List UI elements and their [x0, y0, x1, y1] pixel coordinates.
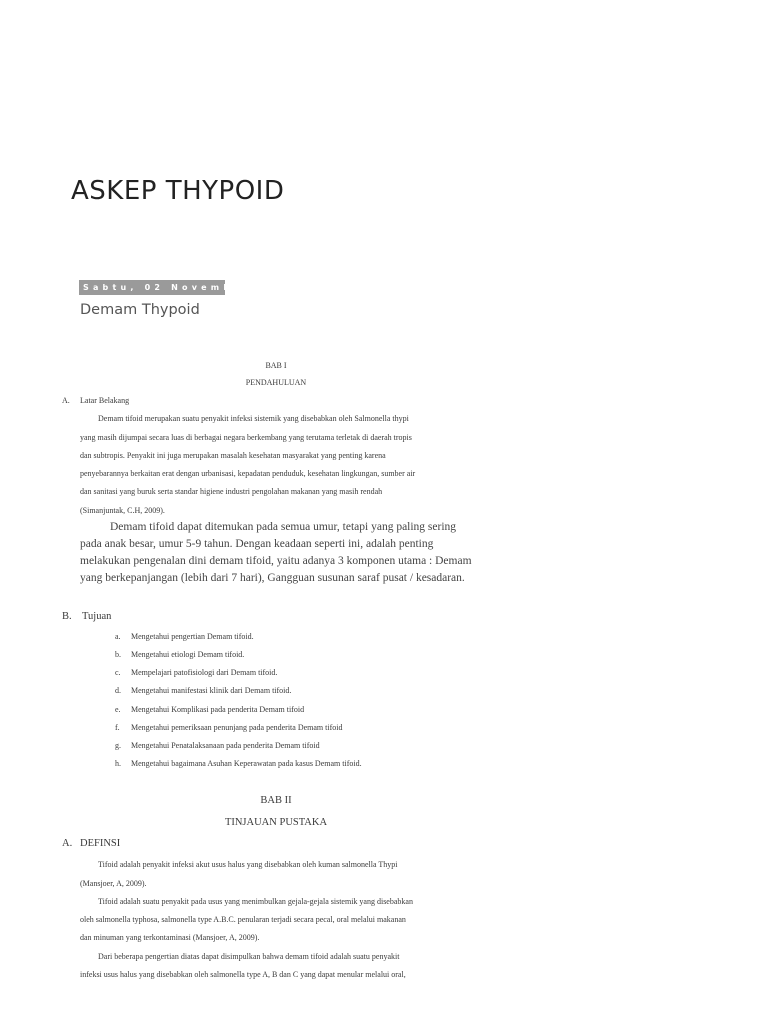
list-text: Mempelajari patofisiologi dari Demam tifoid.	[131, 668, 278, 677]
list-item	[115, 632, 254, 641]
paragraph-line: oleh salmonella typhosa, salmonella type A.B.C. penularan terjadi secara pecal, oral melalui makanan	[80, 915, 406, 924]
list-marker: c.	[115, 668, 121, 677]
post-date: Sabtu, 02 November 2013	[83, 283, 298, 292]
list-item	[115, 759, 362, 768]
section-marker: B.	[62, 611, 72, 622]
list-item	[115, 668, 277, 677]
paragraph-line: Tifoid adalah penyakit infeksi akut usus halus yang disebabkan oleh kuman salmonella Thypi	[98, 860, 398, 869]
paragraph-line: (Simanjuntak, C.H, 2009).	[80, 506, 165, 515]
list-item	[115, 686, 291, 695]
post-date-header	[79, 280, 298, 295]
paragraph-line: melakukan pengenalan dini demam tifoid, yaitu adanya 3 komponen utama : Demam	[80, 555, 472, 567]
list-text: Mengetahui Penatalaksanaan pada penderita Demam tifoid	[131, 741, 320, 750]
paragraph-line: dan sanitasi yang buruk serta standar higiene industri pengolahan makanan yang masih rendah	[80, 487, 383, 496]
paragraph-line: Demam tifoid dapat ditemukan pada semua umur, tetapi yang paling sering	[110, 521, 457, 533]
paragraph-line: penyebarannya berkaitan erat dengan urbanisasi, kepadatan penduduk, kesehatan lingkungan, sumber air	[80, 469, 416, 478]
list-marker: e.	[115, 705, 121, 714]
list-text: Mengetahui pemeriksaan penunjang pada penderita Demam tifoid	[131, 723, 343, 732]
section-heading: Tujuan	[82, 611, 112, 622]
section-heading: DEFINSI	[80, 838, 121, 849]
chapter-title: PENDAHULUAN	[245, 378, 307, 387]
list-item	[115, 723, 342, 732]
paragraph-line: dan subtropis. Penyakit ini juga merupakan masalah kesehatan masyarakat yang penting karena	[80, 451, 386, 460]
section-marker: A.	[62, 396, 70, 405]
section-marker: A.	[62, 838, 73, 849]
list-text: Mengetahui manifestasi klinik dari Demam tifoid.	[131, 686, 292, 695]
list-marker: d.	[115, 686, 121, 695]
chapter-heading: BAB I	[265, 361, 287, 370]
list-text: Mengetahui pengertian Demam tifoid.	[131, 632, 254, 641]
blog-title[interactable]: ASKEP THYPOID	[71, 176, 285, 206]
post-title[interactable]: Demam Thypoid	[80, 302, 200, 318]
paragraph-line: Demam tifoid merupakan suatu penyakit infeksi sistemik yang disebabkan oleh Salmonella thypi	[98, 414, 409, 423]
list-marker: h.	[115, 759, 121, 768]
list-marker: g.	[115, 741, 121, 750]
chapter-heading: BAB II	[260, 795, 292, 806]
paragraph-line: yang berkepanjangan (lebih dari 7 hari), Gangguan susunan saraf pusat / kesadaran.	[80, 572, 465, 584]
list-item	[115, 650, 244, 659]
list-text: Mengetahui bagaimana Asuhan Keperawatan pada kasus Demam tifoid.	[131, 759, 362, 768]
paragraph-line: (Mansjoer, A, 2009).	[80, 879, 147, 888]
list-text: Mengetahui Komplikasi pada penderita Demam tifoid	[131, 705, 305, 714]
paragraph-line: pada anak besar, umur 5-9 tahun. Dengan keadaan seperti ini, adalah penting	[80, 538, 434, 550]
paragraph-line: yang masih dijumpai secara luas di berbagai negara berkembang yang terutama terletak di daerah tropis	[80, 433, 412, 442]
list-text: Mengetahui etiologi Demam tifoid.	[131, 650, 245, 659]
paragraph-line: Tifoid adalah suatu penyakit pada usus yang menimbulkan gejala-gejala sistemik yang disebabkan	[98, 897, 413, 906]
paragraph-line: infeksi usus halus yang disebabkan oleh salmonella type A, B dan C yang dapat menular melalui oral,	[80, 970, 406, 979]
list-marker: b.	[115, 650, 121, 659]
paragraph-line: Dari beberapa pengertian diatas dapat disimpulkan bahwa demam tifoid adalah suatu penyakit	[98, 952, 400, 961]
paragraph-line: dan minuman yang terkontaminasi (Mansjoer, A, 2009).	[80, 933, 260, 942]
chapter-title: TINJAUAN PUSTAKA	[224, 817, 328, 828]
list-marker: a.	[115, 632, 121, 641]
list-item	[115, 741, 320, 750]
list-item	[115, 705, 304, 714]
section-heading: Latar Belakang	[80, 396, 130, 405]
list-marker: f.	[115, 723, 120, 732]
